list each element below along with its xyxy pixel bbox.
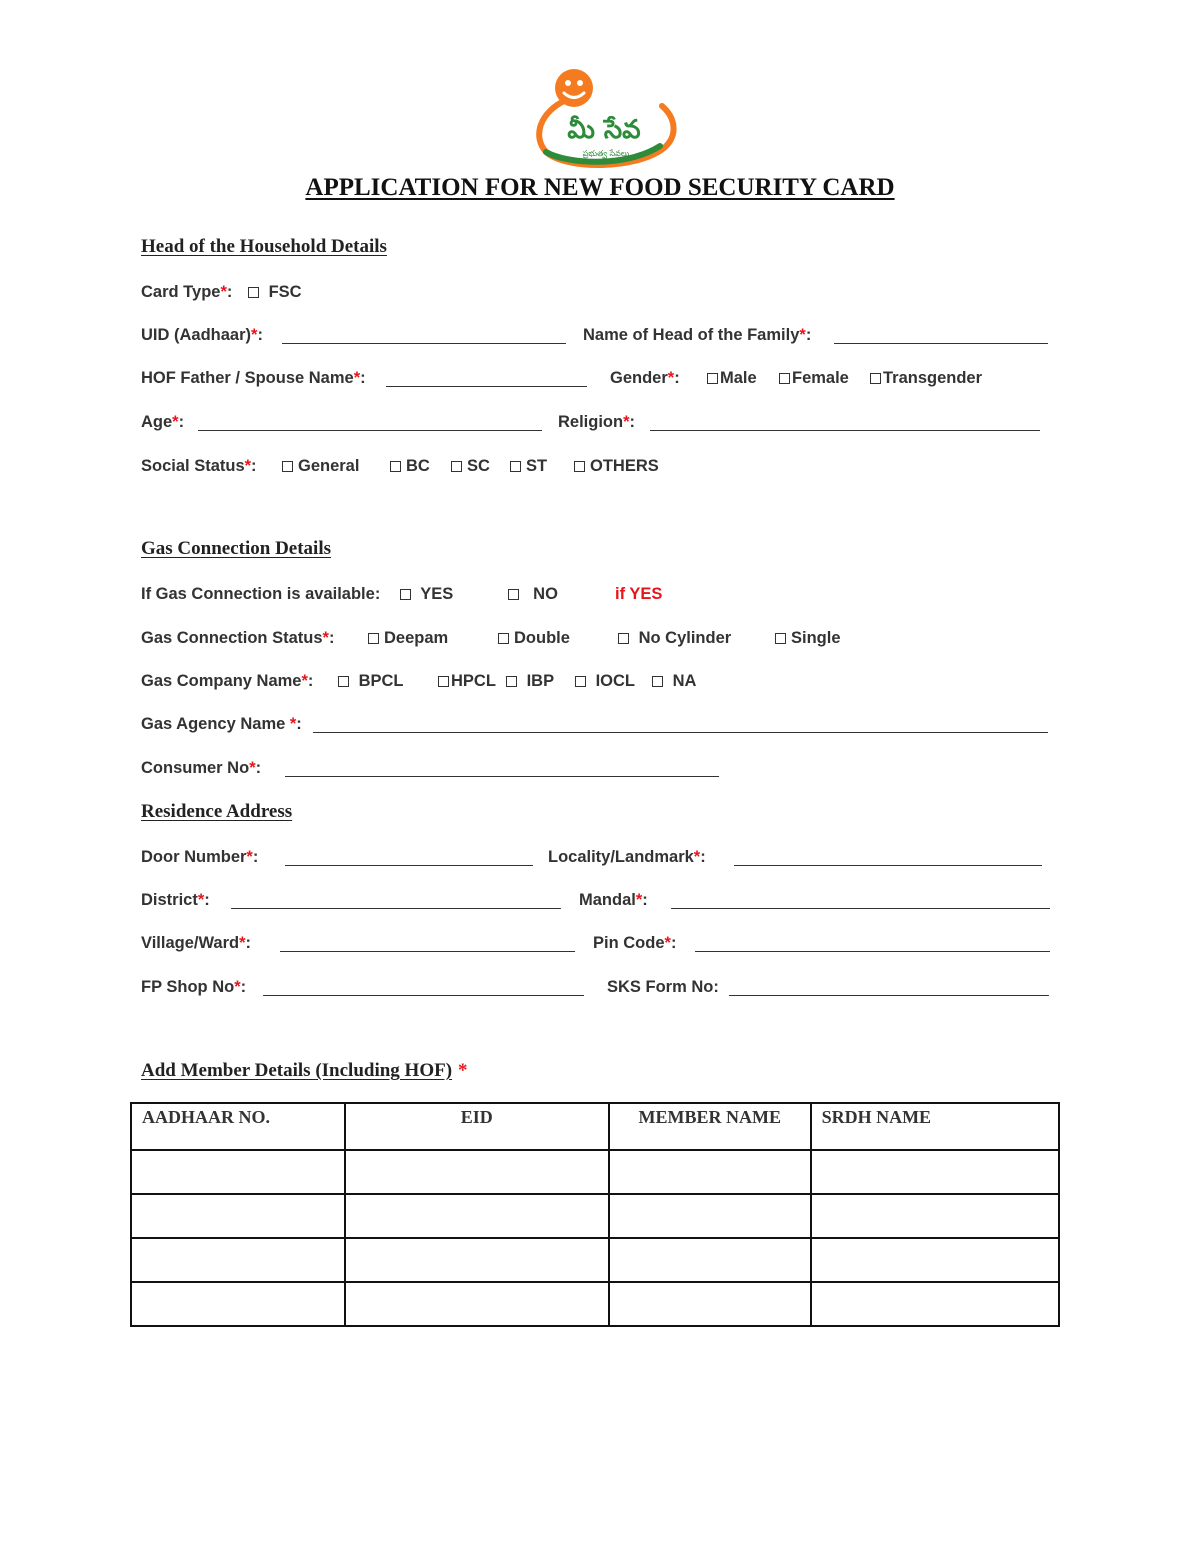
- option-label: Male: [720, 369, 757, 387]
- age-label: Age: [141, 413, 173, 431]
- checkbox-icon[interactable]: [775, 633, 786, 644]
- table-header-row: [131, 1103, 1059, 1150]
- father-spouse-field[interactable]: [386, 386, 587, 387]
- social-sc-option[interactable]: [451, 454, 490, 478]
- social-general-option[interactable]: [282, 454, 359, 478]
- table-row: [131, 1194, 1059, 1238]
- table-cell[interactable]: [811, 1194, 1059, 1238]
- fp-shop-field[interactable]: [263, 995, 584, 996]
- checkbox-icon[interactable]: [338, 676, 349, 687]
- gas-deepam-option[interactable]: [368, 626, 448, 650]
- table-cell[interactable]: [811, 1150, 1059, 1194]
- option-label: No Cylinder: [638, 629, 732, 647]
- table-cell[interactable]: [811, 1238, 1059, 1282]
- checkbox-icon[interactable]: [618, 633, 629, 644]
- table-cell[interactable]: [345, 1282, 609, 1326]
- social-others-option[interactable]: [574, 454, 659, 478]
- option-label: NA: [672, 672, 697, 690]
- checkbox-icon[interactable]: [498, 633, 509, 644]
- gender-female-option[interactable]: [779, 366, 849, 390]
- option-label: IOCL: [595, 672, 636, 690]
- gender-label: Gender: [610, 369, 668, 387]
- checkbox-icon[interactable]: [248, 287, 259, 298]
- checkbox-icon[interactable]: [575, 676, 586, 687]
- table-cell[interactable]: [811, 1282, 1059, 1326]
- door-field[interactable]: [285, 865, 533, 866]
- option-label: NO: [533, 585, 558, 603]
- table-cell[interactable]: [131, 1150, 345, 1194]
- gas-no-cylinder-option[interactable]: [618, 626, 731, 650]
- logo-text: మీ సేవ: [567, 115, 641, 145]
- option-label: ST: [526, 457, 548, 475]
- company-ibp-option[interactable]: [506, 669, 554, 693]
- table-row: [131, 1150, 1059, 1194]
- section-heading-members: Add Member Details (Including HOF) *: [141, 1060, 468, 1081]
- checkbox-icon[interactable]: [400, 589, 411, 600]
- option-label: General: [298, 457, 360, 475]
- section-heading-residence: Residence Address: [141, 801, 293, 822]
- door-label: Door Number: [141, 848, 247, 866]
- locality-field[interactable]: [734, 865, 1042, 866]
- option-label: Female: [792, 369, 849, 387]
- village-field[interactable]: [280, 951, 575, 952]
- column-header-aadhaar: AADHAAR NO.: [131, 1103, 345, 1150]
- checkbox-icon[interactable]: [707, 373, 718, 384]
- option-label: FSC: [268, 283, 302, 301]
- locality-label: Locality/Landmark: [548, 848, 694, 866]
- card-type-label: Card Type: [141, 283, 221, 301]
- option-label: IBP: [526, 672, 555, 690]
- checkbox-icon[interactable]: [282, 461, 293, 472]
- district-field[interactable]: [231, 908, 561, 909]
- option-label: Single: [791, 629, 841, 647]
- company-hpcl-option[interactable]: [438, 669, 496, 693]
- option-label: Double: [514, 629, 570, 647]
- pincode-label: Pin Code: [593, 934, 665, 952]
- father-spouse-label: HOF Father / Spouse Name: [141, 369, 354, 387]
- column-header-srdh-name: SRDH NAME: [811, 1103, 1059, 1150]
- table-row: [131, 1238, 1059, 1282]
- village-label: Village/Ward: [141, 934, 240, 952]
- district-label: District: [141, 891, 198, 909]
- checkbox-icon[interactable]: [510, 461, 521, 472]
- mandal-label: Mandal: [579, 891, 636, 909]
- company-iocl-option[interactable]: [575, 669, 635, 693]
- table-cell[interactable]: [609, 1150, 811, 1194]
- checkbox-icon[interactable]: [390, 461, 401, 472]
- hof-name-field[interactable]: [834, 343, 1048, 344]
- option-label: Transgender: [883, 369, 983, 387]
- uid-field[interactable]: [282, 343, 566, 344]
- gas-yes-option[interactable]: [400, 582, 453, 606]
- checkbox-icon[interactable]: [574, 461, 585, 472]
- checkbox-icon[interactable]: [451, 461, 462, 472]
- checkbox-icon[interactable]: [870, 373, 881, 384]
- option-label: YES: [420, 585, 454, 603]
- religion-label: Religion: [558, 413, 624, 431]
- gas-agency-label: Gas Agency Name: [141, 715, 290, 733]
- table-cell[interactable]: [345, 1194, 609, 1238]
- option-label: HPCL: [451, 672, 496, 690]
- option-label: SC: [467, 457, 490, 475]
- table-cell[interactable]: [345, 1238, 609, 1282]
- sks-form-label: SKS Form No:: [607, 978, 719, 996]
- uid-label: UID (Aadhaar): [141, 326, 252, 344]
- gas-single-option[interactable]: [775, 626, 841, 650]
- social-st-option[interactable]: [510, 454, 547, 478]
- gas-double-option[interactable]: [498, 626, 570, 650]
- gas-agency-field[interactable]: [313, 732, 1048, 733]
- mandal-field[interactable]: [671, 908, 1050, 909]
- logo-tagline: ప్రభుత్వ సేవలు: [582, 149, 630, 158]
- social-status-label: Social Status: [141, 457, 245, 475]
- table-cell[interactable]: [131, 1238, 345, 1282]
- option-label: BPCL: [358, 672, 404, 690]
- if-yes-note: if YES: [615, 585, 663, 603]
- column-header-eid: EID: [345, 1103, 609, 1150]
- section-heading-gas: Gas Connection Details: [141, 538, 331, 559]
- table-cell[interactable]: [131, 1194, 345, 1238]
- checkbox-icon[interactable]: [652, 676, 663, 687]
- gas-status-label: Gas Connection Status: [141, 629, 323, 647]
- social-bc-option[interactable]: [390, 454, 430, 478]
- gas-company-label: Gas Company Name: [141, 672, 302, 690]
- company-bpcl-option[interactable]: [338, 669, 404, 693]
- gender-male-option[interactable]: [707, 366, 757, 390]
- form-title: APPLICATION FOR NEW FOOD SECURITY CARD: [305, 174, 895, 201]
- option-label: BC: [406, 457, 430, 475]
- checkbox-icon[interactable]: [368, 633, 379, 644]
- table-cell[interactable]: [609, 1238, 811, 1282]
- pincode-field[interactable]: [695, 951, 1050, 952]
- checkbox-icon[interactable]: [779, 373, 790, 384]
- religion-field[interactable]: [650, 430, 1040, 431]
- checkbox-icon[interactable]: [506, 676, 517, 687]
- company-na-option[interactable]: [652, 669, 696, 693]
- gas-available-label: If Gas Connection is available:: [141, 585, 381, 603]
- table-cell[interactable]: [609, 1194, 811, 1238]
- age-field[interactable]: [198, 430, 542, 431]
- consumer-field[interactable]: [285, 776, 719, 777]
- meeseva-logo: [526, 66, 678, 170]
- option-label: Deepam: [384, 629, 449, 647]
- hof-name-label: Name of Head of the Family: [583, 326, 800, 344]
- table-row: [131, 1282, 1059, 1326]
- card-type-fsc-option[interactable]: [248, 280, 302, 304]
- section-heading-household: Head of the Household Details: [141, 236, 387, 257]
- gas-no-option[interactable]: [508, 582, 558, 606]
- members-heading-text: Add Member Details (Including HOF): [141, 1060, 453, 1081]
- checkbox-icon[interactable]: [508, 589, 519, 600]
- sks-form-field[interactable]: [729, 995, 1049, 996]
- table-cell[interactable]: [609, 1282, 811, 1326]
- consumer-label: Consumer No: [141, 759, 250, 777]
- gender-transgender-option[interactable]: [870, 366, 982, 390]
- column-header-member-name: MEMBER NAME: [609, 1103, 811, 1150]
- fp-shop-label: FP Shop No: [141, 978, 235, 996]
- member-details-table: [130, 1102, 1060, 1327]
- table-cell[interactable]: [131, 1282, 345, 1326]
- checkbox-icon[interactable]: [438, 676, 449, 687]
- table-cell[interactable]: [345, 1150, 609, 1194]
- option-label: OTHERS: [590, 457, 659, 475]
